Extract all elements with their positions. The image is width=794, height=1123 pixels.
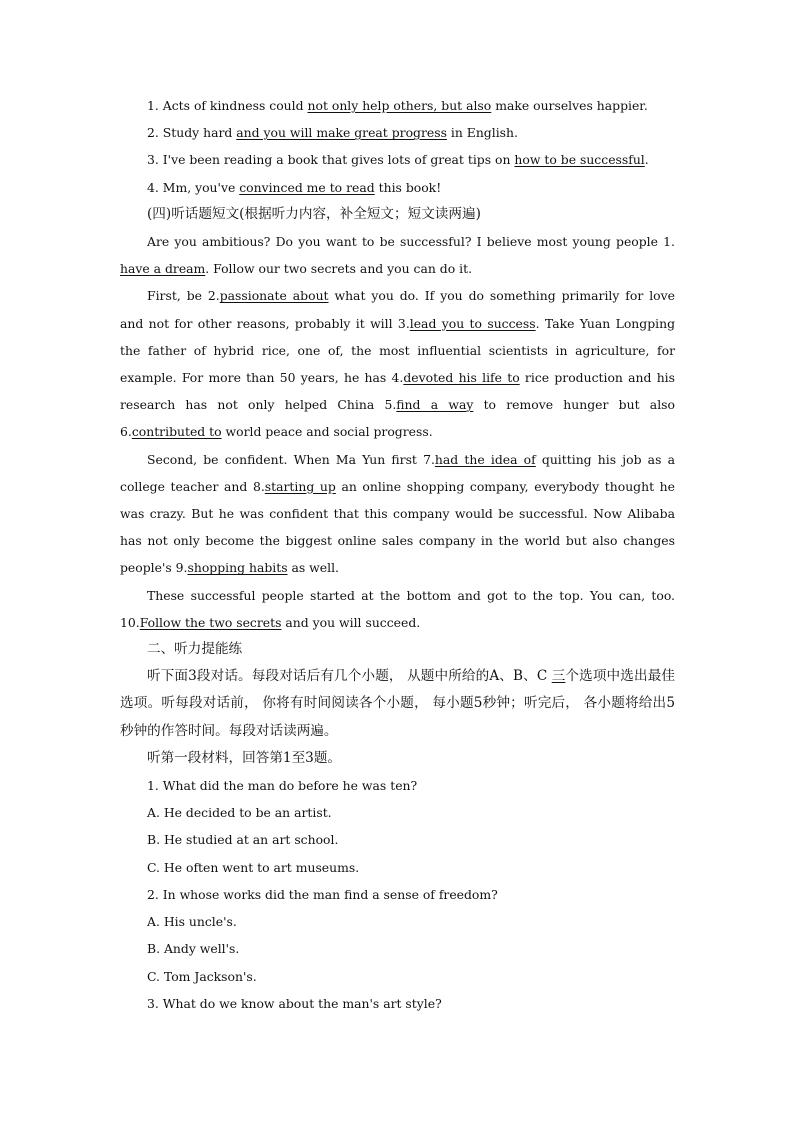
sentence-item-1: 1. Acts of kindness could not only help others, but also make ourselves happier. xyxy=(147,98,648,113)
question-1-option-b: B. He studied at an art school. xyxy=(147,832,339,848)
passage-paragraph-1: Are you ambitious? Do you want to be successful? I believe most young people 1. have a dream. Follow our two secrets and you can do it. xyxy=(120,234,675,277)
answer-blank: find a way xyxy=(396,397,474,413)
answer-blank: shopping habits xyxy=(187,560,288,576)
sentence-item-2: 2. Study hard and you will make great progress in English. xyxy=(147,125,518,141)
passage-paragraph-2: First, be 2.passionate about what you do. If you do something primarily for love and not for other reasons, probably it will 3.lead you to success. Take Yuan Longping the father of hybrid rice, one of, the most influential scientists in agriculture, for example. For more than 50 years, he has 4.devoted his life to rice production and his research has not only helped China 5.find a way to remove hunger but also 6.contributed to world peace and social progress. xyxy=(120,288,676,440)
question-2-option-b: B. Andy well's. xyxy=(147,941,240,957)
question-1-option-c: C. He often went to art museums. xyxy=(147,859,360,875)
answer-blank: had the idea of xyxy=(434,451,536,467)
answer-blank: convinced me to read xyxy=(239,179,375,195)
section2-subheading: 听第一段材料，回答第1至3题。 xyxy=(147,749,342,766)
passage-paragraph-4: These successful people started at the bottom and got to the top. You can, too. 10.Follow the two secrets and you will succeed. xyxy=(120,587,675,630)
worksheet-page xyxy=(120,92,675,1017)
answer-blank: starting up xyxy=(264,478,336,494)
answer-blank: Follow the two secrets xyxy=(139,614,282,630)
sentence-item-4: 4. Mm, you've convinced me to read this book! xyxy=(147,179,442,195)
question-1-option-a: A. He decided to be an artist. xyxy=(147,805,332,821)
section2-heading: 二、听力提能练 xyxy=(147,641,243,658)
part4-heading: (四)听话题短文(根据听力内容，补全短文；短文读两遍) xyxy=(147,205,481,222)
answer-blank: have a dream xyxy=(120,261,206,277)
sentence-item-3: 3. I've been reading a book that gives lots of great tips on how to be successful. xyxy=(147,152,649,168)
passage-paragraph-3: Second, be confident. When Ma Yun first 7.had the idea of quitting his job as a college teacher and 8.starting up an online shopping company, everybody thought he was crazy. But he was confident that this company would be successful. Now Alibaba has not only become the biggest online sales company in the world but also changes people's 9.shopping habits as well. xyxy=(120,451,675,576)
question-3: 3. What do we know about the man's art style? xyxy=(147,995,442,1011)
answer-blank: not only help others, but also xyxy=(307,98,492,113)
answer-blank: devoted his life to xyxy=(403,370,520,386)
answer-blank: and you will make great progress xyxy=(236,125,447,141)
question-2-option-a: A. His uncle's. xyxy=(147,914,237,930)
answer-blank: passionate about xyxy=(219,288,329,304)
question-2: 2. In whose works did the man find a sense of freedom? xyxy=(147,886,498,902)
answer-blank: lead you to success xyxy=(409,315,536,331)
question-1: 1. What did the man do before he was ten? xyxy=(147,778,418,794)
answer-blank: contributed to xyxy=(131,424,222,440)
section2-instructions: 听下面3段对话。每段对话后有几个小题， 从题中所给的A、B、C 三个选项中选出最佳选项。听每段对话前， 你将有时间阅读各个小题， 每小题5秒钟；听完后， 各小题将给出5秒钟的作答时间。每段对话读两遍。 xyxy=(120,668,676,739)
question-2-option-c: C. Tom Jackson's. xyxy=(147,968,257,984)
answer-blank: how to be successful xyxy=(514,152,645,168)
